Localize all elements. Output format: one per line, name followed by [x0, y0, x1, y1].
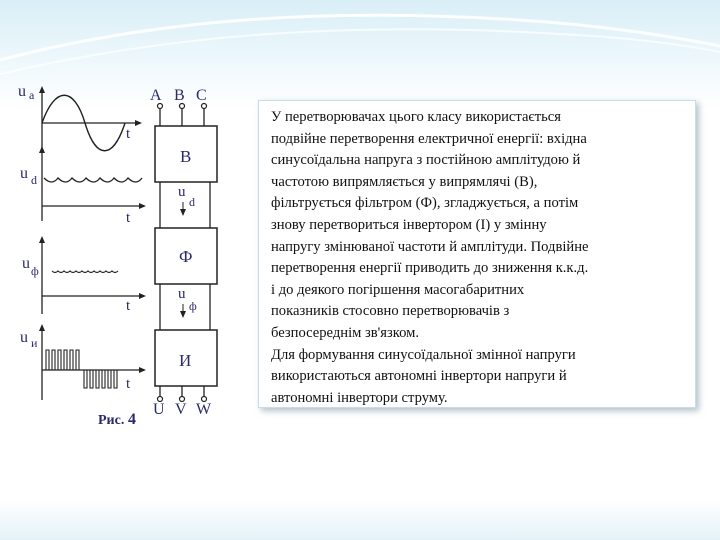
paragraph-inverters: Для формування синусоїдальної змінної напруги використаються автономні інвертори напруги й автономні інвертори струму. — [271, 346, 576, 406]
label-u: u — [20, 165, 28, 182]
figure-caption-prefix: Рис. — [98, 413, 125, 428]
t-axis-label: t — [126, 376, 131, 392]
converter-figure — [0, 78, 250, 438]
output-label-w: W — [196, 401, 212, 418]
label-sub-f: ф — [31, 264, 39, 278]
label-u: u — [20, 329, 28, 346]
graph-uf — [22, 236, 146, 314]
input-label-c: C — [196, 87, 207, 104]
input-label-a: A — [150, 87, 162, 104]
t-axis-label: t — [126, 126, 131, 142]
signal-u: u — [178, 184, 186, 200]
figure-caption-number: 4 — [128, 411, 136, 428]
output-label-v: V — [175, 401, 187, 418]
paragraph-double-conversion: У перетворювачах цього класу використається подвійне перетворення електричної енергії: вхідна синусоїдальна напруга з постійною амплітудою й частотою випрямляється у випрямлячі (В), фільтрується фільтром (Ф), згладжується, а потім знову перетвориться інвертором (І) у змінну напругу змінюваної частоти й амплітуди. Подвійне перетворення енергії приводить до зниження к.к.д. і до деякого погіршення масогабаритних показників стосовно перетворювачів з безпосереднім зв'язком. — [271, 109, 589, 341]
rectifier-label: В — [180, 147, 192, 166]
label-sub-d: d — [31, 173, 37, 187]
description-textbox — [258, 100, 696, 408]
label-sub-a: a — [29, 88, 35, 102]
graph-ua — [18, 83, 142, 152]
t-axis-label: t — [126, 298, 131, 314]
output-label-u: U — [153, 401, 165, 418]
label-u: u — [22, 255, 30, 272]
signal-u: u — [178, 286, 186, 302]
graph-ud — [20, 146, 146, 226]
signal-sub-d: d — [189, 195, 195, 209]
input-label-b: B — [174, 87, 185, 104]
label-sub-i: и — [31, 336, 38, 350]
label-u: u — [18, 83, 26, 100]
graph-ui — [20, 324, 146, 400]
t-axis-label: t — [126, 210, 131, 226]
filter-label: Ф — [179, 247, 193, 266]
block-diagram — [150, 87, 217, 418]
signal-sub-f: ф — [189, 299, 197, 313]
inverter-label: И — [179, 351, 192, 370]
footer-gradient — [0, 500, 720, 540]
